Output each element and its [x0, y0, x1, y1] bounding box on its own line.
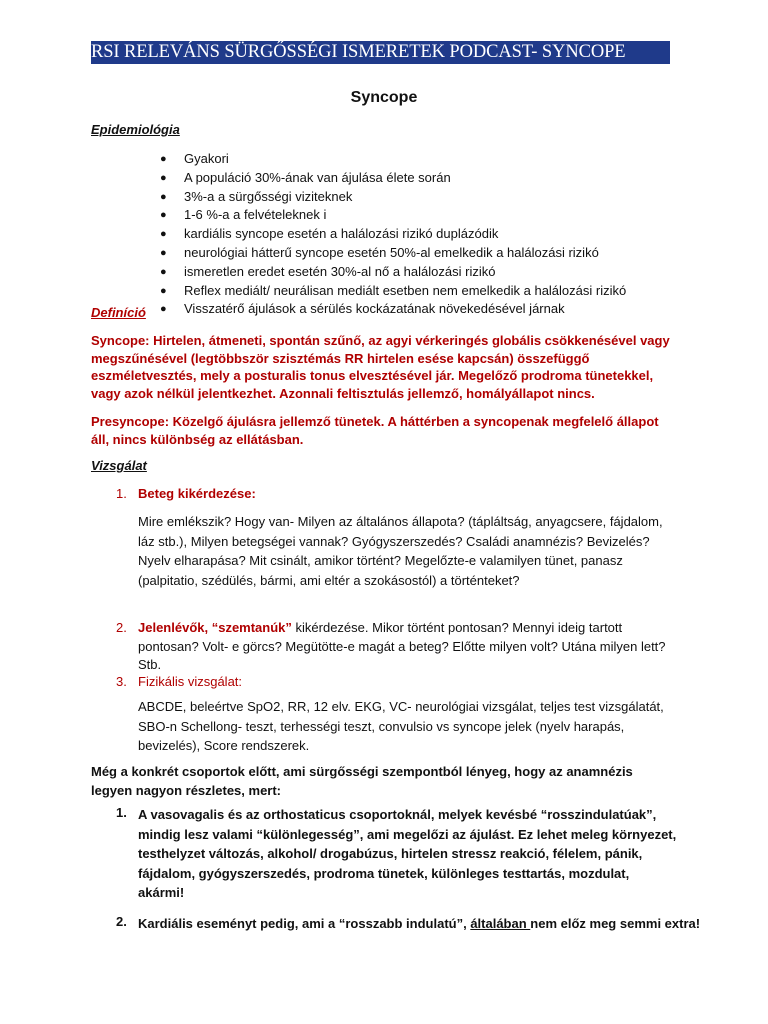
presyncope-definition: Presyncope: Közelgő ájulásra jellemző tünetek. A háttérben a syncopenak megfelelő állapot áll, nincs különbség az ellátásban.	[91, 414, 659, 447]
list-item: ● Visszatérő ájulások a sérülés kockázatának növekedésével járnak	[160, 300, 626, 319]
epidemiology-heading: Epidemiológia	[91, 122, 180, 137]
page-title: Syncope	[350, 89, 418, 106]
list-item: ● 3%-a a sürgősségi viziteknek	[160, 188, 626, 207]
groups-item-2-post: nem előz meg semmi extra!	[530, 916, 701, 931]
exam-item-3-header	[116, 674, 242, 689]
groups-item-2-text	[138, 914, 700, 934]
exam-item-2-label: Jelenlévők, “szemtanúk”	[138, 620, 292, 635]
syncope-definition: Syncope: Hirtelen, átmeneti, spontán szűnő, az agyi vérkeringés globális csökkenésével vagy megszűnésével (legtöbbször szisztémás RR hirtelen esése kapcsán) összefüggő eszméletvesztés, mely a posturalis tonus elvesztésével jár. Megelőző prodroma tünetekkel, vagy azok nélkül jelentkezhet. Azonnali feltisztulás jellemző, homályállapot nincs.	[91, 333, 670, 401]
definition-heading: Definíció	[91, 305, 146, 320]
epidemiology-list	[160, 150, 626, 319]
exam-item-2-number: 2.	[116, 620, 127, 635]
exam-item-1-header	[116, 486, 256, 501]
exam-item-2-header	[116, 620, 622, 635]
exam-item-3-text: ABCDE, beleértve SpO2, RR, 12 elv. EKG, VC- neurológiai vizsgálat, teljes test vizsgálatát, SBO-n Schellong- teszt, terhességi teszt, convulsio vs syncope jelek (nyelv harapás, bevizelés), Score rendszerek.	[138, 699, 664, 753]
groups-item-2-pre: Kardiális eseményt pedig, ami a “rosszabb indulatú”,	[138, 916, 471, 931]
list-item: ● kardiális syncope esetén a halálozási rizikó duplázódik	[160, 225, 626, 244]
exam-item-3-number: 3.	[116, 674, 127, 689]
exam-item-2-line2: pontosan? Volt- e görcs? Megütötte-e magát a beteg? Előtte milyen volt? Utána milyen lett?	[138, 639, 666, 654]
groups-item-1-number: 1.	[116, 805, 127, 820]
exam-item-2-continuation	[138, 638, 678, 673]
list-item: ● neurológiai hátterű syncope esetén 50%-al emelkedik a halálozási rizikó	[160, 244, 626, 263]
list-item: ● Reflex mediált/ neurálisan mediált esetben nem emelkedik a halálozási rizikó	[160, 282, 626, 301]
exam-item-1-label: Beteg kikérdezése:	[138, 486, 256, 501]
exam-item-1-text: Mire emlékszik? Hogy van- Milyen az általános állapota? (tápláltság, anyagcsere, fájdalom, láz stb.), Milyen betegségei vannak? Gyógyszerszedés? Családi anamnézis? Bevizelés? Nyelv elharapása? Mit csinált, amikor történt? Megelőzte-e valamilyen tünet, panasz (palpitatio, szédülés, bármi, ami eltér a szokásostól) a történteket?	[138, 514, 663, 588]
groups-item-2-underlined: általában	[470, 916, 531, 931]
exam-item-3-label: Fizikális vizsgálat:	[138, 674, 243, 689]
exam-item-2-line1: kikérdezése. Mikor történt pontosan? Mennyi ideig tartott	[291, 620, 623, 635]
groups-intro: Még a konkrét csoportok előtt, ami sürgősségi szempontból lényeg, hogy az anamnézis legyen nagyon részletes, mert:	[91, 764, 633, 798]
exam-item-2-line3: Stb.	[138, 656, 162, 672]
exam-item-1-number: 1.	[116, 486, 127, 501]
podcast-banner: RSI RELEVÁNS SÜRGŐSSÉGI ISMERETEK PODCAST- SYNCOPE	[91, 41, 670, 64]
list-item: ● ismeretlen eredet esetén 30%-al nő a halálozási rizikó	[160, 263, 626, 282]
groups-item-1-text: A vasovagalis és az orthostaticus csoportoknál, melyek kevésbé “rosszindulatúak”, mindig lesz valami “különlegesség”, ami megelőzi az ájulást. Ez lehet meleg környezet, testhelyzet változás, alkohol/ drogabúzus, hirtelen stressz reakció, félelem, pánik, fájdalom, gyógyszerszedés, prodroma tünetek, különleges testtartás, mozdulat, akármi!	[138, 807, 677, 900]
list-item: ● A populáció 30%-ának van ájulása élete során	[160, 169, 626, 188]
list-item: ● 1-6 %-a a felvételeknek i	[160, 206, 626, 225]
exam-heading: Vizsgálat	[91, 458, 147, 473]
list-item: ● Gyakori	[160, 150, 626, 169]
groups-item-2-number: 2.	[116, 914, 127, 929]
